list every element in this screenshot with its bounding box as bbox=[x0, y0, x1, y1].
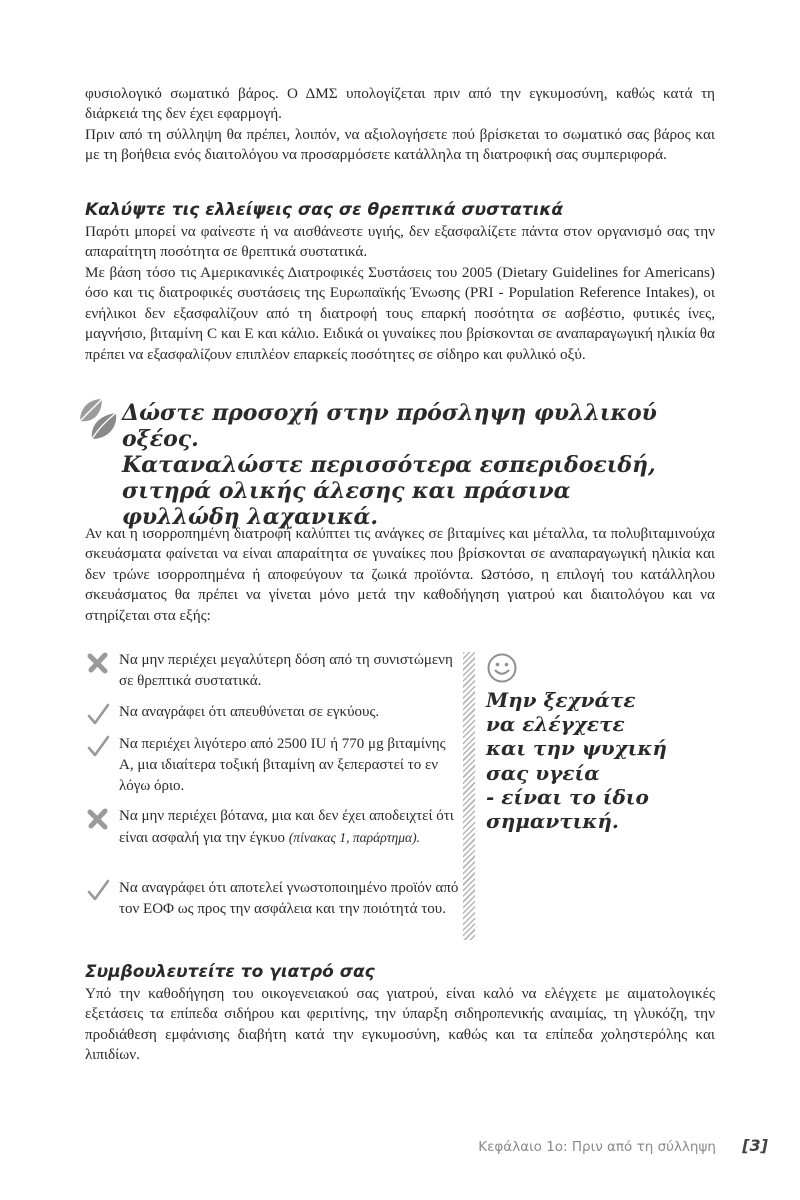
checklist-item-text bbox=[119, 806, 459, 849]
cross-icon bbox=[85, 806, 111, 832]
tip-line-1: Δώστε προσοχή στην πρόσληψη φυλλικού οξέος. bbox=[122, 400, 657, 452]
sidebar-line-1: Μην ξεχνάτε bbox=[486, 688, 636, 712]
intro-paragraph-2: Πριν από τη σύλληψη θα πρέπει, λοιπόν, να αξιολογήσετε πού βρίσκεται το σωματικό σας βάρος και με τη βοήθεια ενός διαιτολόγου να προσαρμόσετε κατάλληλα τη διατροφική σας συμπεριφορά. bbox=[85, 126, 715, 164]
tip-callout bbox=[122, 400, 722, 530]
hatched-divider bbox=[463, 652, 475, 940]
checklist-item-text: Να μην περιέχει μεγαλύτερη δόση από τη συνιστώμενη σε θρεπτικά συστατικά. bbox=[119, 652, 453, 689]
mental-health-callout bbox=[486, 688, 726, 833]
section-heading-doctor: Συμβουλευτείτε το γιατρό σας bbox=[85, 962, 375, 982]
cross-icon bbox=[85, 650, 111, 676]
checklist-item-text: Να περιέχει λιγότερο από 2500 IU ή 770 μg βιταμίνης A, μια ιδιαίτερα τοξική βιταμίνη αν ξεπεραστεί το εν λόγω όριο. bbox=[119, 736, 446, 794]
sidebar-line-6: σημαντική. bbox=[486, 809, 619, 834]
section1-paragraph-1: Παρότι μπορεί να φαίνεστε ή να αισθάνεστε υγιής, δεν εξασφαλίζετε πάντα στον οργανισμό σας την απαραίτητη ποσότητα σε θρεπτικά συστατικά. bbox=[85, 223, 715, 261]
intro-paragraph-1: φυσιολογικό σωματικό βάρος. Ο ΔΜΣ υπολογίζεται πριν από την εγκυμοσύνη, καθώς κατά τη διάρκειά της δεν έχει εφαρμογή. bbox=[85, 85, 715, 123]
tip-line-2: Καταναλώστε περισσότερα εσπεριδοειδή, bbox=[122, 452, 656, 478]
checklist-item-text: Να αναγράφει ότι απευθύνεται σε εγκύους. bbox=[119, 704, 380, 720]
section1-paragraph-2: Με βάση τόσο τις Αμερικανικές Διατροφικές Συστάσεις του 2005 (Dietary Guidelines for Americans) όσο και τις διατροφικές συστάσεις της Ευρωπαϊκής Ένωσης (PRI - Population Reference Intakes), οι ενήλικοι δεν εξασφαλίζουν από τη διατροφή τους επαρκή ποσότητα σε ασβέστιο, φυτικές ίνες, μαγνήσιο, βιταμίνη C και E και κάλιο. Ειδικά οι γυναίκες που βρίσκονται σε αναπαραγωγική ηλικία θα πρέπει να εξασφαλίζουν επιπλέον επαρκείς ποσότητες σε σίδηρο και φυλλικό οξύ. bbox=[85, 264, 715, 363]
checklist-item-text: Να αναγράφει ότι αποτελεί γνωστοποιημένο προϊόν από τον ΕΟΦ ως προς την ασφάλεια και την ποιότητά του. bbox=[119, 880, 459, 917]
sidebar-line-2: να ελέγχετε bbox=[486, 712, 625, 737]
checkmark-icon bbox=[85, 878, 111, 904]
tip-line-4: φυλλώδη λαχανικά. bbox=[122, 504, 379, 530]
page-number: [3] bbox=[742, 1136, 768, 1155]
page-footer bbox=[478, 1136, 768, 1155]
section-heading-nutrients: Καλύψτε τις ελλείψεις σας σε θρεπτικά συστατικά bbox=[85, 200, 564, 220]
multivitamin-paragraph: Αν και η ισορροπημένη διατροφή καλύπτει τις ανάγκες σε βιταμίνες και μέταλλα, τα πολυβιταμινούχα σκευάσματα φαίνεται να είναι απαραίτητα σε γυναίκες που βρίσκονται σε αναπαραγωγική ηλικία και δεν τρώνε ισορροπημένα ή αποφεύγουν τα ζωικά προϊόντα. Ωστόσο, η επιλογή του κατάλληλου σκευάσματος θα πρέπει να γίνεται μόνο μετά την καθοδήγηση γιατρού και διαιτολόγου και να στηρίζεται στα εξής: bbox=[85, 525, 715, 624]
smiley-icon bbox=[486, 652, 518, 684]
leaf-icon bbox=[76, 395, 120, 443]
sidebar-line-4: σας υγεία bbox=[486, 760, 600, 785]
checkmark-icon bbox=[85, 702, 111, 728]
section2-paragraph: Υπό την καθοδήγηση του οικογενειακού σας γιατρού, είναι καλό να ελέγχετε με αιματολογικές εξετάσεις τα επίπεδα σιδήρου και φεριτίνης, την ύπαρξη σιδηροπενικής αναιμίας, τη γλυκόζη, την προδιάθεση εμφάνισης διαβήτη κατά την εγκυμοσύνη, καθώς και τα επίπεδα χοληστερόλης και λιπιδίων. bbox=[85, 985, 715, 1064]
tip-line-3: σιτηρά ολικής άλεσης και πράσινα bbox=[122, 478, 571, 504]
sidebar-line-3: και την ψυχική bbox=[486, 736, 667, 761]
sidebar-line-5: - είναι το ίδιο bbox=[486, 784, 649, 809]
checklist-item-main: Να μην περιέχει βότανα, μια και δεν έχει αποδειχτεί ότι είναι ασφαλή για την έγκυο bbox=[119, 808, 454, 846]
chapter-title: Κεφάλαιο 1ο: Πριν από τη σύλληψη bbox=[478, 1139, 716, 1155]
checkmark-icon bbox=[85, 734, 111, 760]
checklist-item-reference: (πίνακας 1, παράρτημα). bbox=[288, 830, 420, 845]
